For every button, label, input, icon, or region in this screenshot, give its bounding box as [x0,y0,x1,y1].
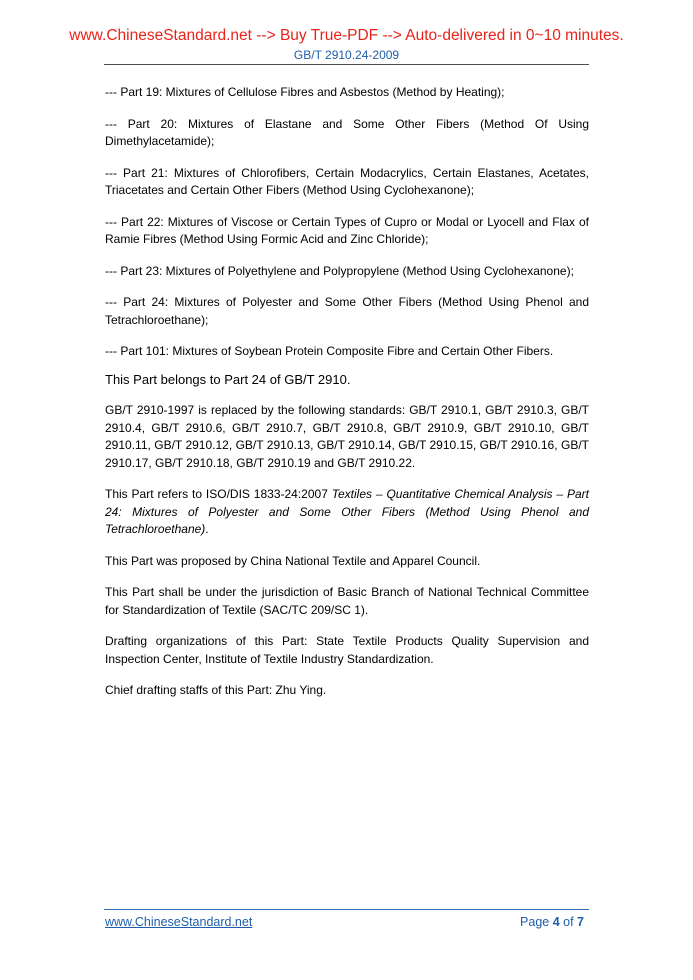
page-indicator [520,915,584,929]
jurisdiction-statement: This Part shall be under the jurisdiction of Basic Branch of National Technical Committee for Standardization of Textile (SAC/TC 209/SC 1). [105,585,589,617]
drafting-organizations: Drafting organizations of this Part: State Textile Products Quality Supervision and Inspection Center, Institute of Textile Industry Standardization. [105,634,589,666]
header-banner-link[interactable]: www.ChineseStandard.net --> Buy True-PDF --> Auto-delivered in 0~10 minutes. [69,27,624,44]
part-21-item: --- Part 21: Mixtures of Chlorofibers, Certain Modacrylics, Certain Elastanes, Acetates, Triacetates and Certain Other Fibers (Method Using Cyclohexanone); [105,165,589,197]
part-20-item: --- Part 20: Mixtures of Elastane and Some Other Fibers (Method Of Using Dimethylacetamide); [105,116,589,148]
document-body [105,84,589,714]
reference-prefix: This Part refers to ISO/DIS 1833-24:2007 [105,487,332,501]
reference-statement [105,486,589,539]
standard-number: GB/T 2910.24-2009 [293,48,400,62]
belongs-statement: This Part belongs to Part 24 of GB/T 2910. [105,371,351,387]
reference-suffix: . [205,522,209,536]
page-of: of [559,915,578,929]
reference-title: Textiles – Quantitative Chemical Analysis – Part 24: Mixtures of Polyester and Some Other Fibers (Method Using Phenol and Tetrachloroethane) [105,487,589,536]
part-22-item: --- Part 22: Mixtures of Viscose or Certain Types of Cupro or Modal or Lyocell and Flax of Ramie Fibres (Method Using Formic Acid and Zinc Chloride); [105,214,589,246]
footer-divider [104,909,589,910]
footer-website-link[interactable]: www.ChineseStandard.net [105,915,253,929]
drafting-staff: Chief drafting staffs of this Part: Zhu Ying. [105,683,327,697]
part-24-item: --- Part 24: Mixtures of Polyester and Some Other Fibers (Method Using Phenol and Tetrachloroethane); [105,295,589,327]
header-divider [104,64,589,65]
page-current: 4 [552,915,560,929]
part-19-item: --- Part 19: Mixtures of Cellulose Fibres and Asbestos (Method by Heating); [105,85,505,99]
page-total: 7 [577,915,584,929]
replaced-standards: GB/T 2910-1997 is replaced by the following standards: GB/T 2910.1, GB/T 2910.3, GB/T 2910.4, GB/T 2910.6, GB/T 2910.7, GB/T 2910.8, GB/T 2910.9, GB/T 2910.10, GB/T 2910.11, GB/T 2910.12, GB/T 2910.13, GB/T 2910.14, GB/T 2910.15, GB/T 2910.16, GB/T 2910.17, GB/T 2910.18, GB/T 2910.19 and GB/T 2910.22. [105,403,589,470]
part-23-item: --- Part 23: Mixtures of Polyethylene and Polypropylene (Method Using Cyclohexanone); [105,263,574,278]
proposed-statement: This Part was proposed by China National Textile and Apparel Council. [105,553,481,568]
part-101-item: --- Part 101: Mixtures of Soybean Protein Composite Fibre and Certain Other Fibers. [105,344,554,358]
page-label: Page [520,915,553,929]
